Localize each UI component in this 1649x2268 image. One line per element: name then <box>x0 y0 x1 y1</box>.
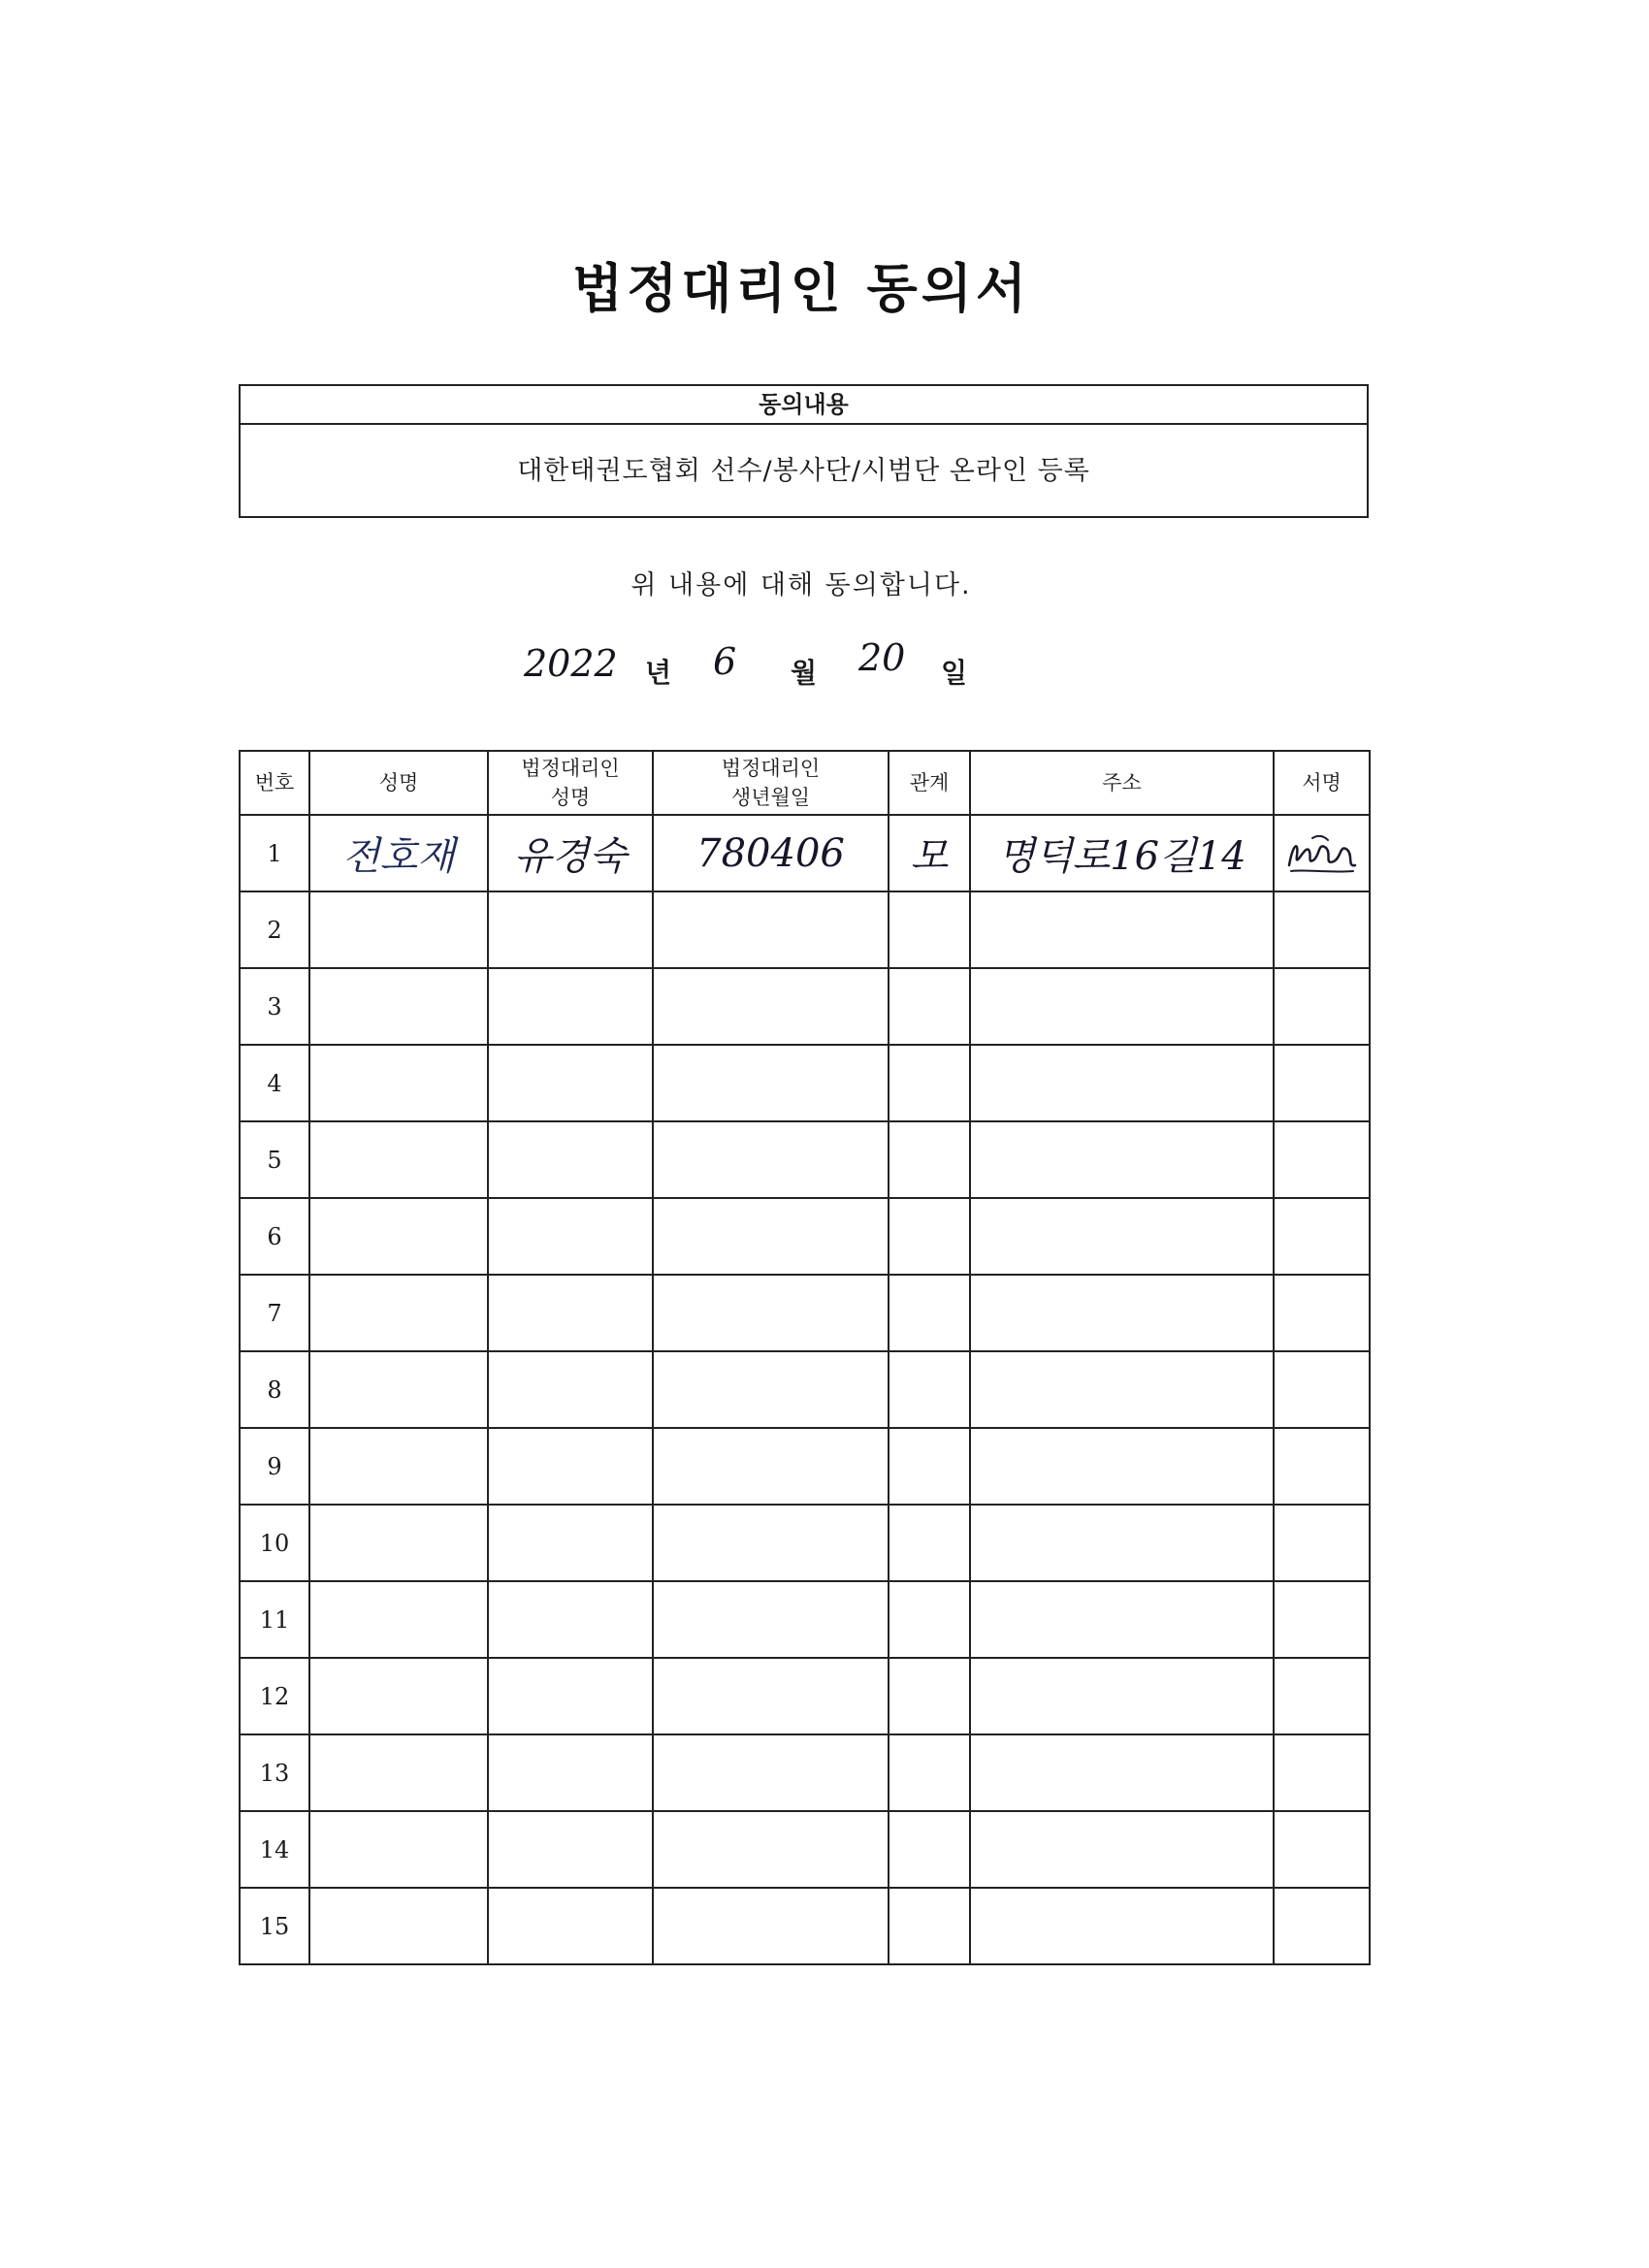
cell-no: 12 <box>240 1658 309 1734</box>
cell-signature <box>1274 1275 1370 1351</box>
cell-no: 3 <box>240 968 309 1045</box>
header-no: 번호 <box>240 751 309 815</box>
table-row <box>240 1045 1370 1121</box>
cell-address <box>970 815 1274 891</box>
cell-name <box>309 968 488 1045</box>
cell-guardian-name <box>488 815 653 891</box>
cell-name <box>309 1811 488 1888</box>
cell-no: 13 <box>240 1734 309 1811</box>
cell-no: 2 <box>240 891 309 968</box>
cell-guardian-name <box>488 1734 653 1811</box>
cell-signature <box>1274 891 1370 968</box>
header-guardian-name <box>488 751 653 815</box>
consent-box <box>239 384 1369 518</box>
table-row <box>240 1121 1370 1198</box>
cell-guardian-name <box>488 1888 653 1964</box>
cell-signature <box>1274 1121 1370 1198</box>
header-guardian-birth-line2: 생년월일 <box>730 786 811 809</box>
cell-guardian-birth <box>653 1275 889 1351</box>
header-guardian-name-line2: 성명 <box>550 786 591 809</box>
cell-guardian-birth <box>653 1121 889 1198</box>
cell-signature <box>1274 1045 1370 1121</box>
cell-guardian-birth <box>653 1888 889 1964</box>
cell-address <box>970 1275 1274 1351</box>
cell-name-text: 전호재 <box>342 834 455 879</box>
cell-address <box>970 1581 1274 1658</box>
cell-relation <box>889 1888 970 1964</box>
cell-signature <box>1274 1658 1370 1734</box>
cell-guardian-name <box>488 1198 653 1275</box>
cell-address-text: 명덕로16길14 <box>997 834 1246 879</box>
cell-signature <box>1274 1198 1370 1275</box>
cell-guardian-birth <box>653 1734 889 1811</box>
table-row <box>240 1351 1370 1428</box>
cell-no: 11 <box>240 1581 309 1658</box>
date-line <box>514 636 1096 698</box>
cell-no: 15 <box>240 1888 309 1964</box>
cell-address <box>970 1811 1274 1888</box>
cell-guardian-name <box>488 1428 653 1505</box>
table-header-row <box>240 751 1370 815</box>
cell-guardian-name <box>488 1275 653 1351</box>
cell-relation <box>889 1351 970 1428</box>
cell-relation <box>889 1811 970 1888</box>
cell-name <box>309 1658 488 1734</box>
cell-relation <box>889 1581 970 1658</box>
cell-signature <box>1274 1505 1370 1581</box>
cell-relation <box>889 1275 970 1351</box>
cell-name <box>309 1045 488 1121</box>
cell-name <box>309 1734 488 1811</box>
cell-address <box>970 1198 1274 1275</box>
guardian-roster-table <box>239 750 1371 1965</box>
cell-signature <box>1274 1581 1370 1658</box>
cell-name <box>309 891 488 968</box>
header-name: 성명 <box>309 751 488 815</box>
cell-address <box>970 1428 1274 1505</box>
cell-guardian-birth <box>653 1351 889 1428</box>
cell-relation <box>889 1428 970 1505</box>
cell-guardian-birth <box>653 1198 889 1275</box>
cell-guardian-birth <box>653 1658 889 1734</box>
header-signature: 서명 <box>1274 751 1370 815</box>
cell-guardian-name <box>488 968 653 1045</box>
cell-guardian-name <box>488 1121 653 1198</box>
agree-statement: 위 내용에 대해 동의합니다. <box>630 570 972 600</box>
cell-relation-text: 모 <box>910 834 949 879</box>
cell-guardian-name <box>488 891 653 968</box>
cell-address <box>970 1888 1274 1964</box>
cell-name <box>309 1888 488 1964</box>
cell-guardian-birth <box>653 1045 889 1121</box>
table-row <box>240 891 1370 968</box>
header-relation: 관계 <box>889 751 970 815</box>
cell-relation <box>889 968 970 1045</box>
cell-no: 5 <box>240 1121 309 1198</box>
cell-guardian-name <box>488 1658 653 1734</box>
date-month: 6 <box>713 640 737 683</box>
cell-address <box>970 1351 1274 1428</box>
cell-name <box>309 1428 488 1505</box>
cell-name <box>309 1505 488 1581</box>
table-row <box>240 1581 1370 1658</box>
cell-relation <box>889 1505 970 1581</box>
cell-no: 14 <box>240 1811 309 1888</box>
cell-address <box>970 1734 1274 1811</box>
cell-name <box>309 1198 488 1275</box>
header-guardian-name-line1: 법정대리인 <box>521 757 620 780</box>
table-row <box>240 815 1370 891</box>
cell-guardian-birth <box>653 1505 889 1581</box>
cell-address <box>970 1045 1274 1121</box>
cell-no: 6 <box>240 1198 309 1275</box>
cell-signature <box>1274 968 1370 1045</box>
cell-no: 7 <box>240 1275 309 1351</box>
cell-address <box>970 968 1274 1045</box>
cell-name <box>309 1351 488 1428</box>
cell-signature <box>1274 815 1370 891</box>
cell-relation <box>889 815 970 891</box>
cell-guardian-birth <box>653 891 889 968</box>
cell-no: 9 <box>240 1428 309 1505</box>
table-row <box>240 1888 1370 1964</box>
page-title: 법정대리인 동의서 <box>571 258 1031 319</box>
cell-guardian-birth <box>653 968 889 1045</box>
table-row <box>240 1198 1370 1275</box>
cell-no: 1 <box>240 815 309 891</box>
cell-address <box>970 1121 1274 1198</box>
cell-relation <box>889 1045 970 1121</box>
cell-address <box>970 1658 1274 1734</box>
cell-no: 4 <box>240 1045 309 1121</box>
header-guardian-birth-line1: 법정대리인 <box>721 757 821 780</box>
cell-guardian-birth <box>653 1811 889 1888</box>
cell-guardian-name <box>488 1811 653 1888</box>
cell-address <box>970 891 1274 968</box>
header-guardian-birth <box>653 751 889 815</box>
date-year: 2022 <box>524 642 618 685</box>
cell-name <box>309 1275 488 1351</box>
cell-name <box>309 815 488 891</box>
cell-name <box>309 1581 488 1658</box>
cell-address <box>970 1505 1274 1581</box>
table-row <box>240 1811 1370 1888</box>
cell-guardian-birth <box>653 815 889 891</box>
cell-guardian-name <box>488 1351 653 1428</box>
cell-guardian-name <box>488 1505 653 1581</box>
date-day-label: 일 <box>941 657 968 689</box>
date-month-label: 월 <box>791 657 818 689</box>
table-row <box>240 1734 1370 1811</box>
cell-relation <box>889 1658 970 1734</box>
cell-guardian-birth-text: 780406 <box>696 830 845 876</box>
cell-relation <box>889 891 970 968</box>
cell-guardian-birth <box>653 1428 889 1505</box>
cell-guardian-birth <box>653 1581 889 1658</box>
cell-signature <box>1274 1351 1370 1428</box>
table-row <box>240 1428 1370 1505</box>
cell-relation <box>889 1198 970 1275</box>
cell-relation <box>889 1121 970 1198</box>
cell-signature <box>1274 1428 1370 1505</box>
consent-body: 대한태권도협회 선수/봉사단/시범단 온라인 등록 <box>517 456 1090 486</box>
cell-guardian-name-text: 유경숙 <box>514 834 627 879</box>
signature-scribble <box>1283 826 1361 881</box>
cell-guardian-name <box>488 1581 653 1658</box>
header-address: 주소 <box>970 751 1274 815</box>
cell-no: 8 <box>240 1351 309 1428</box>
cell-signature <box>1274 1811 1370 1888</box>
date-day: 20 <box>858 636 906 679</box>
cell-signature <box>1274 1734 1370 1811</box>
cell-no: 10 <box>240 1505 309 1581</box>
cell-signature <box>1274 1888 1370 1964</box>
table-row <box>240 1658 1370 1734</box>
table-row <box>240 1275 1370 1351</box>
date-year-label: 년 <box>645 657 672 689</box>
table-row <box>240 968 1370 1045</box>
cell-guardian-name <box>488 1045 653 1121</box>
cell-relation <box>889 1734 970 1811</box>
table-row <box>240 1505 1370 1581</box>
consent-header: 동의내용 <box>241 386 1367 425</box>
cell-name <box>309 1121 488 1198</box>
